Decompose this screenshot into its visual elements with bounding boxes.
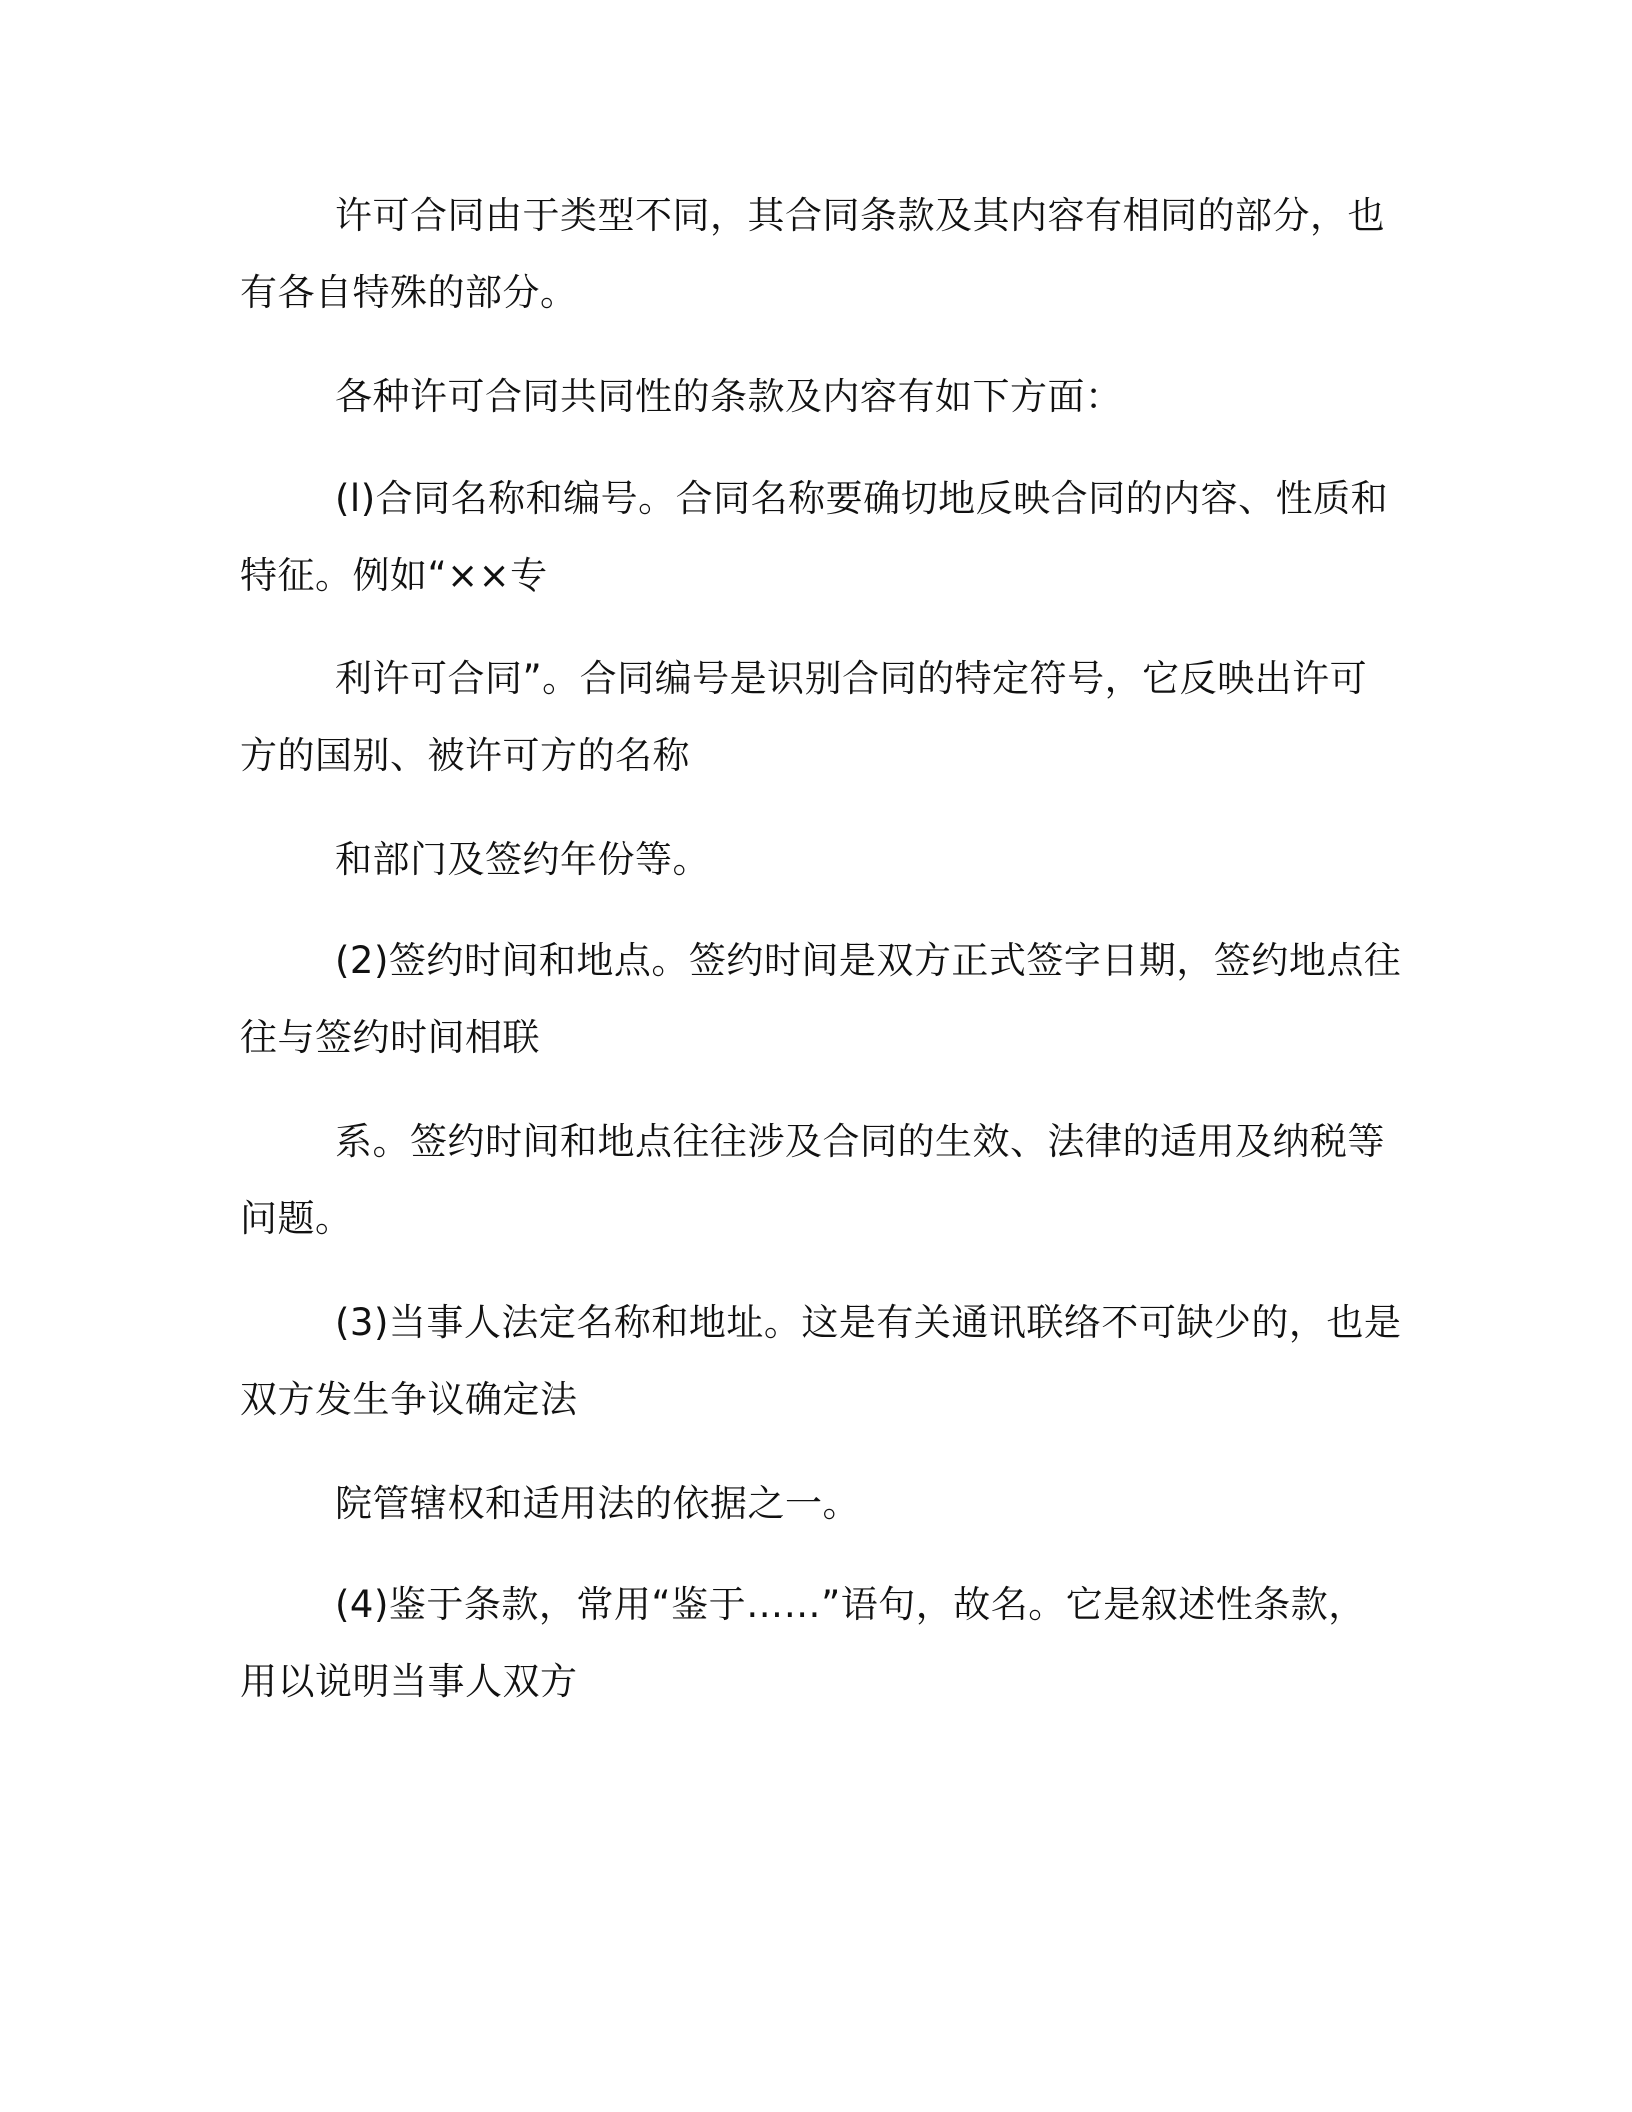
text-line: (2)签约时间和地点。签约时间是双方正式签字日期，签约地点往 — [335, 939, 1402, 982]
text-line: 系。签约时间和地点往往涉及合同的生效、法律的适用及纳税等 — [335, 1120, 1385, 1163]
text-line: 双方发生争议确定法 — [240, 1378, 578, 1421]
paragraph-clause-4-whereas — [240, 1566, 1390, 1720]
paragraph-clause-2-continued — [240, 1103, 1390, 1257]
paragraph-license-types — [240, 177, 1390, 331]
text-line: 方的国别、被许可方的名称 — [240, 734, 690, 777]
paragraph-clause-2-time-place — [240, 922, 1402, 1076]
text-line: 院管辖权和适用法的依据之一。 — [335, 1482, 860, 1525]
paragraph-common-clauses-intro — [240, 358, 1390, 435]
paragraph-clause-1-continued — [240, 640, 1390, 794]
text-line: 利许可合同”。合同编号是识别合同的特定符号，它反映出许可 — [335, 657, 1368, 700]
text-line: (3)当事人法定名称和地址。这是有关通讯联络不可缺少的，也是 — [335, 1301, 1402, 1344]
text-line: 各种许可合同共同性的条款及内容有如下方面： — [335, 375, 1123, 418]
text-line: 有各自特殊的部分。 — [240, 271, 578, 314]
text-line: 问题。 — [240, 1197, 353, 1240]
text-line: 往与签约时间相联 — [240, 1016, 540, 1059]
paragraph-clause-3-parties — [240, 1284, 1402, 1438]
text-line: 特征。例如“××专 — [240, 554, 548, 597]
text-line: 许可合同由于类型不同，其合同条款及其内容有相同的部分，也 — [335, 194, 1385, 237]
text-line: 和部门及签约年份等。 — [335, 838, 710, 881]
paragraph-clause-1-end — [240, 821, 1390, 898]
text-line: (l)合同名称和编号。合同名称要确切地反映合同的内容、性质和 — [335, 477, 1389, 520]
text-line: (4)鉴于条款，常用“鉴于……”语句，故名。它是叙述性条款， — [335, 1583, 1366, 1626]
text-line: 用以说明当事人双方 — [240, 1660, 578, 1703]
paragraph-clause-1-name-number — [240, 460, 1390, 614]
paragraph-clause-3-continued — [240, 1465, 1390, 1542]
